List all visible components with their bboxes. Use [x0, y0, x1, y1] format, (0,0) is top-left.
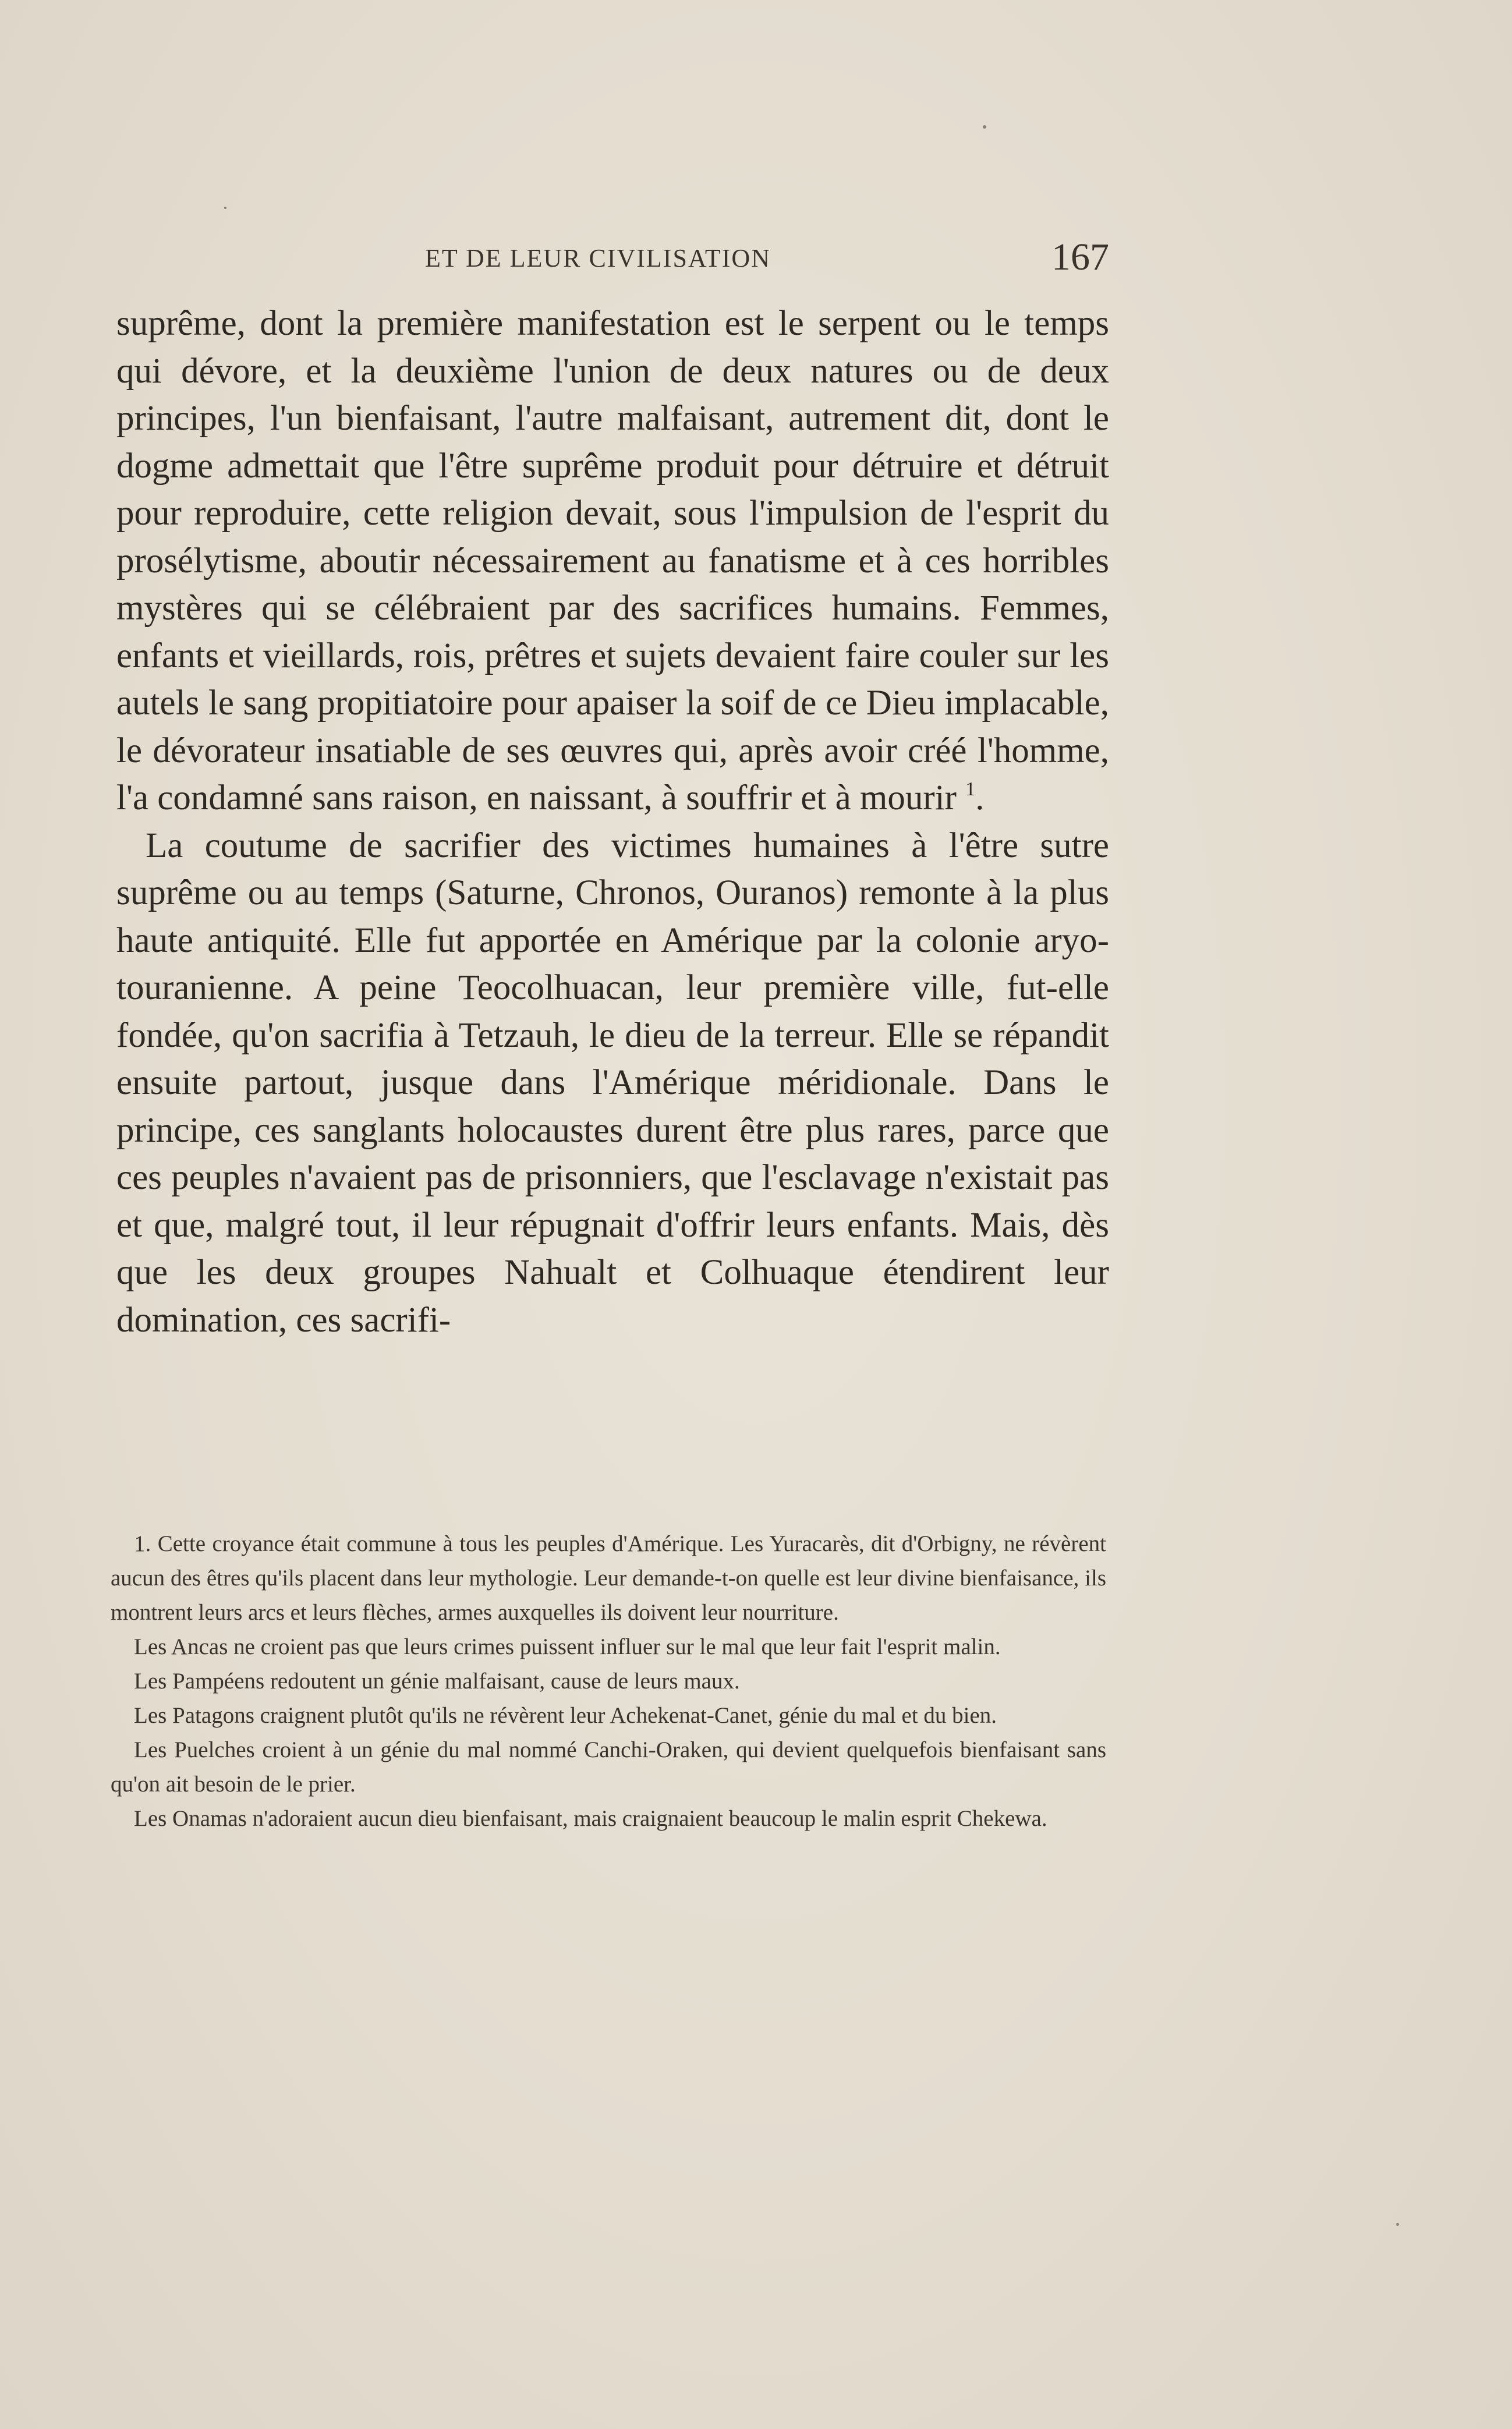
footnote: Les Pampéens redoutent un génie malfaisant, cause de leurs maux. — [134, 1669, 740, 1694]
paragraph-end: . — [975, 778, 985, 817]
page-header — [116, 236, 1109, 279]
paragraph-text: suprême, dont la première manifestation est le serpent ou le temps qui dévore, et la deuxième l'union de deux natures ou de deux principes, l'un bienfaisant, l'autre malfaisant, autrement dit, dont le dogme admettait que l'être suprême produit pour détruire et détruit pour reproduire, cette religion devait, sous l'impulsion de l'esprit du prosélytisme, aboutir nécessairement au fanatisme et à ces horribles mystères qui se célébraient par des sacrifices humains. Femmes, enfants et vieillards, rois, prêtres et sujets devaient faire couler sur les autels le sang propitiatoire pour apaiser la soif de ce Dieu implacable, le dévorateur insatiable de ses œuvres qui, après avoir créé l'homme, l'a condamné sans raison, en naissant, à souffrir et à mourir — [116, 304, 1109, 817]
footnote: Les Patagons craignent plutôt qu'ils ne révèrent leur Achekenat-Canet, génie du mal et du bien. — [134, 1703, 997, 1728]
footnote: 1. Cette croyance était commune à tous les peuples d'Amérique. Les Yuracarès, dit d'Orbigny, ne révèrent aucun des êtres qu'ils placent dans leur mythologie. Leur demande-t-on quelle est leur divine bienfaisance, ils montrent leurs arcs et leurs flèches, armes auxquelles ils doivent leur nourriture. — [111, 1531, 1106, 1625]
footnote: Les Ancas ne croient pas que leurs crimes puissent influer sur le mal que leur fait l'esprit malin. — [134, 1634, 1001, 1659]
paper-speck — [1396, 2223, 1399, 2226]
paper-speck — [224, 207, 226, 209]
main-text — [116, 300, 1109, 1344]
running-title: ET DE LEUR CIVILISATION — [425, 244, 771, 272]
footnote: Les Puelches croient à un génie du mal nommé Canchi-Oraken, qui devient quelquefois bienfaisant sans qu'on ait besoin de le prier. — [111, 1737, 1106, 1797]
paragraph — [116, 822, 1109, 1344]
paragraph — [116, 300, 1109, 822]
footnotes — [111, 1527, 1106, 1836]
paragraph-text: La coutume de sacrifier des victimes humaines à l'être sutre suprême ou au temps (Saturne, Chronos, Ouranos) remonte à la plus haute antiquité. Elle fut apportée en Amérique par la colonie aryo-touranienne. A peine Teocolhuacan, leur première ville, fut-elle fondée, qu'on sacrifia à Tetzauh, le dieu de la terreur. Elle se répandit ensuite partout, jusque dans l'Amérique méridionale. Dans le principe, ces sanglants holocaustes durent être plus rares, parce que ces peuples n'avaient pas de prisonniers, que l'esclavage n'existait pas et que, malgré tout, il leur répugnait d'offrir leurs enfants. Mais, dès que les deux groupes Nahualt et Colhuaque étendirent leur domination, ces sacrifi- — [116, 826, 1109, 1340]
page-number: 167 — [1051, 236, 1109, 278]
paper-speck — [983, 125, 986, 129]
footnote: Les Onamas n'adoraient aucun dieu bienfaisant, mais craignaient beaucoup le malin esprit Chekewa. — [134, 1806, 1047, 1831]
footnote-reference: 1 — [965, 778, 976, 800]
